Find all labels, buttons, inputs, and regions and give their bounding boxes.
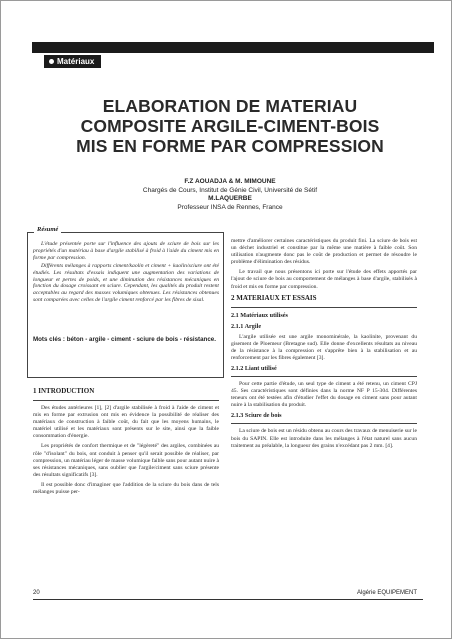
author-names: F.Z AOUADJA & M. MIMOUNE: [184, 178, 276, 185]
title-line-3: MIS EN FORME PAR COMPRESSION: [76, 136, 384, 156]
paragraph-argile: L'argile utilisée est une argile monominérale, la kaolinite, provenant du gisement de Ploemeur (Bretagne sud). Elle donne d'excellents résultats au niveau de la résistance à la compression et s'apprête bien à la stabilisation et au renforcement par les fibres également [3].: [231, 333, 417, 361]
section-tag: [44, 55, 101, 68]
intro-paragraph-2: Les propriétés de confort thermique et de "légèreté" des argiles, combinées au rôle "d'isolant" du bois, ont conduit à penser qu'il serait possible de réaliser, par compression, un matériau léger de masse volumique faible sans pour autant nuire à ses résistances mécaniques, sans oublier que l'argile/ciment sans sciure présente des résultats significatifs [3].: [33, 443, 219, 478]
abstract-paragraph-2: Différents mélanges à rapports ciment/kaolin et ciment + kaolin/sciure ont été étudiés. Les résultats d'essais indiquent une augmentation des variations de longueur et pertes de poids, et une diminution des résistances mécaniques en fonction du dosage croissant en sciure. Cependant, les qualités du produit restent acceptables au regard des masses volumiques obtenues. Les résistances obtenues sont comparées avec celles de l'argile ciment renforcé par les fibres de sisal.: [33, 262, 219, 304]
paragraph-continued: mettre d'améliorer certaines caractéristiques du produit fini. La sciure de bois est un déchet industriel et constitue par la même une matière à faible coût. Son utilisation n'augmente donc pas le coût de production et permet de résoudre le problème d'élimination des résidus.: [231, 238, 417, 266]
author-name-2: M.LAQUERBE: [208, 195, 252, 202]
heading-rule: [231, 307, 417, 308]
title-line-2: COMPOSITE ARGILE-CIMENT-BOIS: [80, 116, 380, 136]
abstract-paragraph-1: L'étude présentée porte sur l'influence des ajouts de sciure de bois sur les propriétés d'un matériau à base d'argile stabilisé à froid à l'aide du ciment mis en forme par compression.: [33, 241, 219, 261]
journal-name: Algérie EQUIPEMENT: [357, 590, 418, 596]
heading-2-1: 2.1 Matériaux utilisés: [231, 311, 288, 319]
footer-rule: [33, 599, 423, 600]
abstract-text: [33, 241, 219, 305]
author-affiliation-2: Professeur INSA de Rennes, France: [177, 203, 283, 211]
page-number: 20: [33, 590, 40, 596]
heading-2-1-2: 2.1.2 Liant utilisé: [231, 365, 277, 373]
heading-2-1-3: 2.1.3 Sciure de bois: [231, 412, 282, 420]
intro-paragraph-3: Il est possible donc d'imaginer que l'addition de la sciure du bois dans de tels mélanges puisse per-: [33, 481, 219, 496]
left-column: [33, 384, 219, 499]
author-block: [40, 178, 420, 212]
intro-paragraph-1: Des études antérieures [1], [2] d'argile stabilisée à froid à l'aide de ciment et mis en forme par extrusion ont mis en évidence la possibilité de réaliser des matériaux de construction à faible coût, du fait que les moyens humains, le matériel utilisé et les matériaux sont présents sur le site, ainsi que la faible consommation d'énergie.: [33, 405, 219, 440]
heading-rule: [231, 423, 417, 424]
section-bar: [32, 42, 434, 53]
paragraph-liant: Pour cette partie d'étude, un seul type de ciment a été retenu, un ciment CPJ 45. Ses caractéristiques sont définies dans la norme NF P 15-304. Différentes teneurs ont été testées afin d'étudier l'effet du dosage en ciment sans pour autant nuire à la stabilisation du produit.: [231, 381, 417, 409]
paragraph-sciure: La sciure de bois est un résidu obtenu au cours des travaux de menuiserie sur le bois du SAPIN. Elle est introduite dans les mélanges à l'état naturel sans aucun traitement au préalable, la longueur des grains n'excédant pas 2 mm. [4].: [231, 428, 417, 449]
keywords: Mots clés : béton - argile - ciment - sciure de bois - résistance.: [33, 336, 216, 343]
heading-rule: [231, 376, 417, 377]
heading-introduction: 1 INTRODUCTION: [33, 387, 95, 395]
heading-rule: [33, 400, 219, 401]
abstract-label: Résumé: [34, 226, 61, 233]
paragraph-work: Le travail que nous présentons ici porte sur l'étude des effets apportés par l'ajout de sciure de bois au comportement de mélanges à base d'argile, stabilisés à froid et mis en forme par compression.: [231, 269, 417, 290]
bullet-icon: [49, 59, 54, 64]
right-column: [231, 238, 417, 453]
author-affiliation-1: Chargés de Cours, Institut de Génie Civil, Université de Sétif: [142, 186, 318, 194]
heading-2-1-1: 2.1.1 Argile: [231, 322, 262, 330]
section-label: Matériaux: [57, 57, 95, 66]
article-title: [60, 96, 400, 156]
heading-section-2: 2 MATERIAUX ET ESSAIS: [231, 293, 317, 302]
title-line-1: ELABORATION DE MATERIAU: [102, 96, 358, 116]
